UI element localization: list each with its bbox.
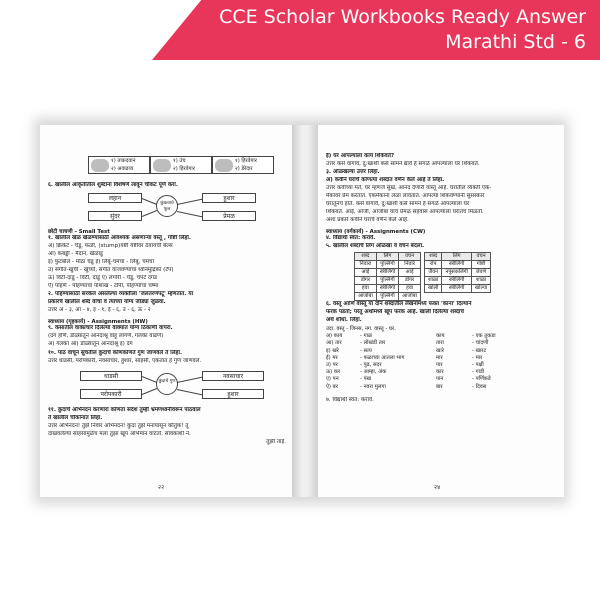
connector-line (177, 211, 203, 217)
elephant-icon (91, 159, 109, 172)
picture-option: १) ताकदवान (111, 158, 136, 164)
question-line: ३. ओळखल्या उत्तर लिहा. (326, 169, 380, 175)
answer-row (326, 348, 558, 355)
table-cell: शाळा (424, 277, 441, 285)
answer-cell: - एक तुकडा (472, 333, 496, 340)
answer-cell: काय (436, 333, 445, 340)
question-11-cont: ते खालील चौकोनात लिहा. (48, 415, 103, 421)
table-header: लिंग (376, 253, 398, 261)
table-cell: पुल्लिंगी (376, 277, 398, 285)
table-header: शब्द (355, 253, 377, 261)
answers-block (326, 326, 558, 391)
table-cell: जैवन (424, 269, 441, 277)
page-number: २२ (158, 484, 165, 491)
picture-option: २) अवाढव्य (111, 166, 134, 172)
answer-cell: - पक्षी (472, 361, 484, 368)
right-page (318, 125, 564, 497)
web-hub: कुंदाचे गुण (156, 373, 178, 395)
table-header: वचन (399, 253, 421, 261)
table-cell: खोली (424, 285, 441, 293)
left-page (40, 125, 293, 497)
table-cell: आजोबा (355, 293, 377, 301)
table-cell: स्त्रीलिंगी (376, 269, 398, 277)
answer-cell: उ) पर (326, 361, 338, 368)
picture-option: १) उंच (173, 158, 186, 164)
answer-cell: - खारट (472, 347, 487, 354)
picture-box-elephant (88, 156, 150, 174)
question-5: ५. खालील शब्दांचे लिंग ओळखा व वचन बदला. (326, 243, 425, 249)
answer-cell: - गाळ (360, 333, 372, 340)
web-hub: कुंकवाचे फूल (156, 195, 178, 217)
question-2-cont: प्रकारचे खालील शब्द वाचा व त्यांच्या योग्य जोड्या जुळवा. (48, 299, 166, 305)
table-cell: स्त्रीलिंगी (442, 261, 471, 269)
answer-cell: अ) काय (326, 333, 343, 340)
gender-table (354, 252, 491, 301)
answer-cell: - सत्य (360, 347, 372, 354)
answer-cell: ऐ) बर (326, 383, 338, 390)
table-header: शब्द (424, 253, 441, 261)
connector-line (177, 377, 203, 383)
web-box: लहान (88, 193, 142, 203)
table-cell (442, 293, 471, 301)
table-cell: पुल्लिंगी (376, 293, 398, 301)
table-cell: डोंगर (355, 277, 377, 285)
question-6-cont: अर्थ शोधा. लिहा. (326, 317, 362, 323)
answer-2: उत्तर अ - ३, आ - ४, इ - १, ई - ६, उ - ६, ऊ - २ (48, 307, 151, 313)
question-9: ९. कंसातील वाक्प्रचार दिलेल्या वाक्यांत योग्य ठिकाणी वापरा. (48, 325, 173, 331)
table-cell: निवारे (399, 261, 421, 269)
table-cell: हवा (399, 285, 421, 293)
table-header: लिंग (442, 253, 471, 261)
table-cell: हवा (355, 285, 377, 293)
answer-cell: ऊ) कर (326, 369, 341, 376)
answer-cell: इ) खरे (326, 347, 339, 354)
answer-11-cont: दाखवलेल्या साहसामुळेच मला तुझा खूप अभिमान वाटतो. सावकाशी ने. (48, 431, 191, 437)
game-item: आ) कबड्डी - मैदान, खेळाडू (48, 251, 103, 257)
connector-line (177, 199, 203, 205)
banner-title: CCE Scholar Workbooks Ready Answer (219, 6, 586, 28)
connector-line (142, 198, 157, 205)
answer-cell: - पर्णिकडे (472, 376, 491, 383)
answer-10: उत्तर धाडसी, परोपकारी, नवसाचार, हुशार, साहसी, एकतात हे गुण जाणवले. (48, 358, 202, 364)
picture-box-tree (150, 156, 212, 174)
table-cell: स्त्रीलिंगी (376, 285, 398, 293)
game-item: ऊ) विटी-दांडू - विटी, दांडू ए) लगोरी - चेंडू, चपटे दगड (48, 275, 158, 281)
table-cell: गोष्टी (471, 261, 490, 269)
game-item: ऐ) पोहणे - पोहण्याचा पोशाख - टोपी, पोहण्याचा चष्मा (48, 283, 159, 289)
answer-cell: - गाडी (472, 369, 485, 376)
answer-cell: - पंख (360, 376, 371, 383)
answer-cell: तारा (436, 340, 444, 347)
table-cell: रोप (424, 261, 441, 269)
answer-cell: पार (436, 361, 443, 368)
answer-cell: मार (436, 354, 443, 361)
answer-cell: - मार (472, 354, 483, 361)
answer-row (326, 355, 558, 362)
answer-line: उत्तर कसे वागावे, दु:खाशी कसे सामने द्यावे हे सगळे आपल्याला घर शिकवते. (326, 161, 480, 167)
question-line: ई) घर आपल्याला काय शिकवते? (326, 153, 395, 159)
answer-line: मेकांवर प्रेम करतात. एकमेकांना लळा लावतात. आपल्या शिकवण्यांनी सुसंस्कार (326, 193, 485, 199)
web-box: सुंदर (88, 211, 142, 221)
table-cell: पुल्लिंगी (376, 261, 398, 269)
section-classwork: स्वाध्याय (वर्गकार्य) - Assignments (CW) (326, 229, 426, 235)
answer-cell: आ) तार (326, 340, 342, 347)
answer-line: घरातूनच होते. कसे वागावे, दु:खाशी कसे सामने हे सगळे आपल्याला घर (326, 201, 470, 207)
picture-option: १) हिरवेगार (235, 158, 257, 164)
answer-line: अशा प्रकारे कवीने घराचे वर्णन केले आहे. (326, 217, 409, 223)
answer-cell: - पुढ, सदर (360, 361, 382, 368)
table-cell: स्त्रीलिंगी (442, 285, 471, 293)
picture-option: २) डेरेदार (235, 166, 253, 172)
connector-line (177, 389, 203, 395)
game-item: उ) संगीत-खुर्ची - खुर्च्या, संगीत वाजवण्याचा ध्वनिमुद्रिका (टेप) (48, 267, 174, 273)
answer-11: उत्तर अभिनंदन! तुझे निवार अभिनंदन! कुंदा तुझे मनापासून कौतुक! तू (48, 423, 189, 429)
question-9-cont: (दंग होणे, डोळ्यांतून आनंदाश्रू वाहू लागणे, गलका वाढणे) (48, 333, 164, 339)
table-cell (424, 293, 441, 301)
web-box: नवसाचार (202, 371, 264, 381)
table-cell: शाळा (471, 277, 490, 285)
question-line: अ) कवीने घराचे कोणत्या शब्दांत वर्णन केले आहे ते लिहा. (326, 177, 445, 183)
table-row (355, 277, 491, 285)
table-cell: आई (355, 269, 377, 277)
question-2: २. पोहण्यासाठी सरकेल असलेल्या व्यक्तीला 'जलतरणपटू' म्हणतात. या (48, 291, 194, 297)
web-box: हुशार (202, 389, 264, 399)
web-box: प्रेमळ (202, 211, 256, 221)
answer-cell: - फळाच्या आतला भाग (360, 354, 405, 361)
question-6: ६. खालील आकृतीतील शुब्दांना विशेषणे लावून चौकट पूर्ण करा. (48, 182, 178, 188)
table-cell: नपुंसकलिंगी (442, 269, 471, 277)
table-row (355, 261, 491, 269)
table-cell (471, 293, 490, 301)
question-1: १. खालील खेळ खेळण्यासाठी आवश्यक असणाऱ्या वस्तू , गोष्टी लिहा. (48, 235, 191, 241)
table-row (355, 293, 491, 301)
section-homework: स्वाध्याय (गृहकार्य) - Assignments (HW) (48, 319, 148, 325)
table-cell: जेवणे (471, 269, 490, 277)
question-11: ११. कुंदाचे अभिनंदन करणारा कोणता संदेश तुम्ही भ्रमणध्वनीवरून पाठवाल (48, 407, 201, 413)
bush-icon (215, 159, 233, 172)
table-header-row (355, 253, 491, 261)
table-cell: स्त्रीलिंगी (442, 277, 471, 285)
answer-cell: कार (436, 369, 444, 376)
table-row (355, 285, 491, 293)
answer-cell: - दिवस (472, 383, 487, 390)
game-item: इ) फुटबॉल - मोठा चेंडू ई) लिंबू-चमचा - लिंबू, चमचा (48, 259, 154, 265)
web-box: हुशार (202, 193, 256, 203)
answer-row (326, 340, 558, 347)
table-cell: निवारा (355, 261, 377, 269)
connector-line (142, 210, 157, 217)
answer-cell: ई) मर (326, 354, 338, 361)
page-number: २४ (434, 484, 441, 491)
answer-row (326, 384, 558, 391)
picture-option: २) हिरवेगार (173, 166, 195, 172)
table-row (355, 269, 491, 277)
web-box: धाडसी (80, 371, 142, 381)
answer-line: शिकवते. आई, आजी, आजोबा यांचं प्रेमळ सहवास आपल्याला घरातच मिळतो. (326, 209, 484, 215)
answer-cell: - चांदणी (472, 340, 489, 347)
answer-row (326, 376, 558, 383)
answer-cell: पान (436, 376, 444, 383)
picture-box-bush (212, 156, 274, 174)
table-cell: खोल्या (471, 285, 490, 293)
answer-cell: खारे (436, 347, 444, 354)
table-header: वचन (471, 253, 490, 261)
answers-header: उदा. वस्तू - जिनस, नग. वास्तू - घर. (326, 326, 396, 332)
web-box: परोपकारी (80, 389, 142, 399)
banner-subtitle: Marathi Std - 6 (445, 31, 586, 53)
connector-line (142, 376, 157, 383)
answer-11-signature: तुझी ताई. (266, 439, 286, 445)
table-cell: डोंगर (399, 277, 421, 285)
question-7: ७. विद्यार्थी स्वत: करावे. (326, 397, 374, 403)
table-cell: आजोबा (399, 293, 421, 301)
question-10: १०. पाठ वाचून सुचतील कुंदाचे कोणकोणते गुण जाणवले ते लिहा. (48, 350, 183, 356)
question-6-cont: फरक पडतो; परंतु अर्थामध्ये खूप फरक आहे. खाली दिलेल्या शब्दांचे (326, 309, 464, 315)
question-6: ६. वस्तू आणि वास्तू या दोन शब्दांतील लेखनामध्ये फक्त 'काना' दिल्याने (326, 301, 472, 307)
answer-cell: बार (436, 383, 443, 390)
answer-line: उत्तर कवीच्या मते, घर म्हणजे सुख, आनंद देणारी वास्तू आहे. घरातील व्यक्ती एक- (326, 185, 492, 191)
tree-icon (153, 159, 171, 172)
answer-cell: ए) पन (326, 376, 339, 383)
game-item: अ) क्रिकेट - चेंडू, फळी, (stump)यष्टी यष्टीवर ठेवायची बेल्स (48, 243, 173, 249)
answer-cell: - लोखंडी तार (360, 340, 386, 347)
question-4: ४. विद्यार्थी स्वत: करावे. (326, 235, 376, 241)
table-cell: आई (399, 269, 421, 277)
answer-cell: - नवरा मुलगा (360, 383, 386, 390)
section-small-test: छोटी चाचणी - Small Test (48, 229, 110, 235)
answer-9: अ) गलका आ) डोळ्यांतून आनंदाश्रू इ) दंग (48, 341, 133, 347)
answer-cell: - आम्हा, अंक (360, 369, 387, 376)
connector-line (142, 388, 157, 395)
book-gutter (292, 125, 318, 497)
